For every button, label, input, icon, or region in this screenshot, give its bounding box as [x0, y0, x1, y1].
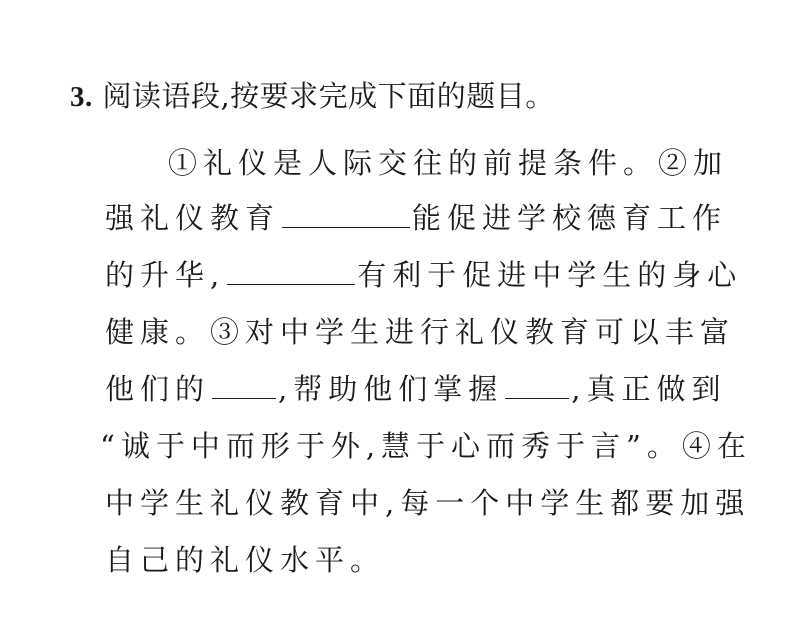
passage-text: ,帮助他们掌握 — [278, 372, 504, 406]
answer-blank-1[interactable] — [282, 199, 410, 228]
passage-line-2 — [105, 198, 727, 238]
question-heading — [70, 76, 555, 117]
passage-line-1 — [168, 143, 728, 183]
passage-text: 他们的 — [105, 372, 211, 406]
passage-line-4 — [105, 312, 735, 352]
answer-blank-4[interactable] — [505, 370, 569, 399]
passage-text: “诚于中而形于外,慧于心而秀于言”。④在 — [100, 429, 752, 463]
passage-text: 强礼仪教育 — [105, 201, 281, 235]
question-prompt: 阅读语段,按要求完成下面的题目。 — [102, 79, 555, 113]
passage-line-6 — [100, 426, 752, 466]
passage-text: 能促进学校德育工作 — [412, 201, 728, 235]
passage-line-3 — [105, 255, 742, 295]
passage-line-8 — [105, 540, 385, 580]
passage-text: 的升华, — [105, 258, 226, 292]
passage-text: 自己的礼仪水平。 — [105, 543, 386, 577]
passage-text: 中学生礼仪教育中,每一个中学生都要加强 — [105, 486, 751, 520]
passage-text: ,真正做到 — [571, 372, 727, 406]
passage-text: ①礼仪是人际交往的前提条件。②加 — [168, 146, 729, 180]
passage-line-5 — [105, 369, 726, 409]
passage-text: 健康。③对中学生进行礼仪教育可以丰富 — [105, 315, 736, 349]
passage-text: 有利于促进中学生的身心 — [357, 258, 743, 292]
passage-line-7 — [105, 483, 750, 523]
answer-blank-3[interactable] — [212, 370, 276, 399]
question-number: 3. — [70, 81, 93, 113]
answer-blank-2[interactable] — [227, 256, 355, 285]
